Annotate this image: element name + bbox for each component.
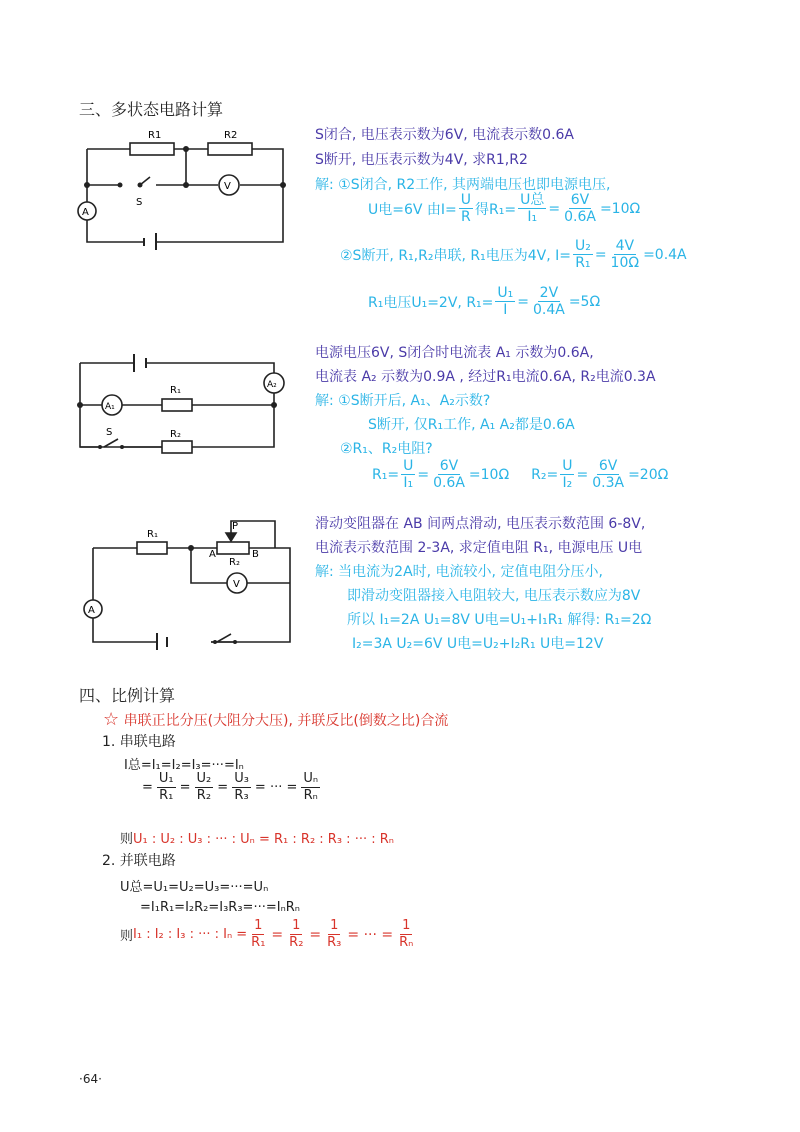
c1-r1-label: R1 bbox=[148, 130, 162, 141]
c2-r1-label: R₁ bbox=[170, 385, 181, 396]
section-4-title: 四、比例计算 bbox=[79, 686, 176, 705]
parallel-voltage-eq: U总=U₁=U₂=U₃=···=Uₙ bbox=[120, 880, 269, 895]
c1-voltmeter-label: V bbox=[224, 181, 231, 192]
ratio-rule-text: 串联正比分压(大阻分大压), 并联反比(倒数之比)合流 bbox=[123, 713, 449, 729]
p1-sol-1: 解: ①S闭合, R2工作, 其两端电压也即电源电压, bbox=[315, 177, 611, 193]
p2-sol-4: R₁= $\frac{U}{\text{I₁}}$ = $\frac{6V}{0.6A}$ =10Ω R₂= $\frac{U}{\text{I₂}}$ = $\frac{6V}{0.3A}$ =20Ω bbox=[372, 458, 669, 491]
c1-ammeter-label: A bbox=[82, 207, 89, 218]
p1-frac-u-i: $\frac{\text{U总}}{\text{I₁}}$ bbox=[520, 192, 545, 225]
c2-switch-label: S bbox=[106, 427, 113, 438]
c1-switch-label: S bbox=[136, 197, 143, 208]
fraction: $\frac{\text{U₁}}{\text{R₁}}$ bbox=[158, 771, 174, 803]
c3-voltmeter-label: V bbox=[233, 579, 240, 590]
p1-line2: S断开, 电压表示数为4V, 求R1,R2 bbox=[315, 152, 528, 168]
p3-sol-3: 所以 I₁=2A U₁=8V U电=U₁+I₁R₁ 解得: R₁=2Ω bbox=[347, 612, 652, 628]
section-3-title: 三、多状态电路计算 bbox=[79, 100, 224, 119]
c3-slider-p-label: P bbox=[232, 521, 239, 532]
p3-line2: 电流表示数范围 2-3A, 求定值电阻 R₁, 电源电压 U电 bbox=[315, 540, 643, 556]
series-title: 1. 串联电路 bbox=[102, 734, 176, 750]
p1-sol-2: U电=6V 由I= $\frac{U}{R}$ 得R₁= $\frac{\text{U总}}{\text{I₁}}$ = $\frac{6V}{0.6A}$ =10Ω bbox=[368, 192, 641, 225]
parallel-ir-eq: =I₁R₁=I₂R₂=I₃R₃=···=IₙRₙ bbox=[140, 900, 300, 915]
p1-sol-4: R₁电压U₁=2V, R₁= $\frac{\text{U₁}}{I}$ = $\frac{2V}{0.4A}$ =5Ω bbox=[368, 285, 601, 318]
star-icon: ☆ bbox=[103, 709, 120, 730]
c3-r1-label: R₁ bbox=[147, 529, 158, 540]
ratio-rule bbox=[103, 709, 448, 730]
fraction: $\frac{\text{U₂}}{\text{R₂}}$ bbox=[196, 771, 212, 803]
p1-line1: S闭合, 电压表示数为6V, 电流表示数0.6A bbox=[315, 127, 575, 143]
p1-frac-u-r: $\frac{U}{R}$ bbox=[460, 192, 472, 225]
p3-sol-1: 解: 当电流为2A时, 电流较小, 定值电阻分压小, bbox=[315, 564, 603, 580]
parallel-title: 2. 并联电路 bbox=[102, 853, 176, 869]
parallel-conclusion: 则 I₁ : I₂ : I₃ : ··· : Iₙ = $\frac{1}{\text{R₁}}$ = $\frac{1}{\text{R₂}}$ = $\frac{1}{\text{R₃}}$ = ··· = $\frac{1}{\text{Rₙ}}$ bbox=[120, 918, 414, 950]
p1-sol-2c: 得R₁= bbox=[475, 201, 517, 218]
c3-ammeter-label: A bbox=[88, 605, 95, 616]
fraction: $\frac{\text{Uₙ}}{\text{Rₙ}}$ bbox=[303, 771, 319, 803]
circuit-diagram-2 bbox=[68, 345, 293, 465]
fraction: $\frac{1}{\text{R₃}}$ bbox=[327, 918, 342, 950]
series-conclusion: 则U₁ : U₂ : U₃ : ··· : Uₙ = R₁ : R₂ : R₃ : ··· : Rₙ bbox=[120, 832, 394, 847]
fraction: $\frac{1}{\text{R₁}}$ bbox=[251, 918, 266, 950]
c1-r2-label: R2 bbox=[224, 130, 238, 141]
c2-r2-label: R₂ bbox=[170, 429, 181, 440]
fraction: $\frac{1}{\text{R₂}}$ bbox=[289, 918, 304, 950]
p2-sol-3: ②R₁、R₂电阻? bbox=[340, 441, 433, 457]
p2-sol-1: 解: ①S断开后, A₁、A₂示数? bbox=[315, 393, 491, 409]
fraction: $\frac{\text{U₃}}{\text{R₃}}$ bbox=[234, 771, 249, 803]
page-number: ·64· bbox=[79, 1072, 102, 1086]
p1-sol-2a: U电=6V 由I= bbox=[368, 201, 457, 218]
circuit-diagram-3 bbox=[75, 515, 300, 650]
c3-point-b-label: B bbox=[252, 549, 259, 560]
p3-line1: 滑动变阻器在 AB 间两点滑动, 电压表示数范围 6-8V, bbox=[315, 516, 646, 532]
c2-a2-label: A₂ bbox=[267, 380, 277, 390]
series-current-eq: I总=I₁=I₂=I₃=···=Iₙ bbox=[124, 758, 244, 773]
p3-sol-2: 即滑动变阻器接入电阻较大, 电压表示数应为8V bbox=[347, 588, 641, 604]
fraction: $\frac{1}{\text{Rₙ}}$ bbox=[399, 918, 414, 950]
p3-sol-4: I₂=3A U₂=6V U电=U₂+I₂R₁ U电=12V bbox=[352, 636, 604, 652]
p1-frac-6v: $\frac{6V}{0.6A}$ bbox=[564, 192, 596, 225]
p2-sol-2: S断开, 仅R₁工作, A₁ A₂都是0.6A bbox=[368, 417, 575, 433]
c2-a1-label: A₁ bbox=[105, 402, 115, 412]
c3-point-a-label: A bbox=[209, 549, 216, 560]
c3-r2-label: R₂ bbox=[229, 557, 240, 568]
p2-line1: 电源电压6V, S闭合时电流表 A₁ 示数为0.6A, bbox=[315, 345, 594, 361]
p1-sol-3: ②S断开, R₁,R₂串联, R₁电压为4V, I= $\frac{\text{U₂}}{\text{R₁}}$ = $\frac{4V}{10\Omega}$ =0.4A bbox=[340, 238, 687, 271]
circuit-diagram-1 bbox=[70, 125, 300, 250]
series-ratio-eq: = $\frac{\text{U₁}}{\text{R₁}}$ = $\frac{\text{U₂}}{\text{R₂}}$ = $\frac{\text{U₃}}{\text{R₃}}$ = ··· = $\frac{\text{Uₙ}}{\text{Rₙ}}$ bbox=[142, 771, 319, 803]
p2-line2: 电流表 A₂ 示数为0.9A , 经过R₁电流0.6A, R₂电流0.3A bbox=[315, 369, 656, 385]
